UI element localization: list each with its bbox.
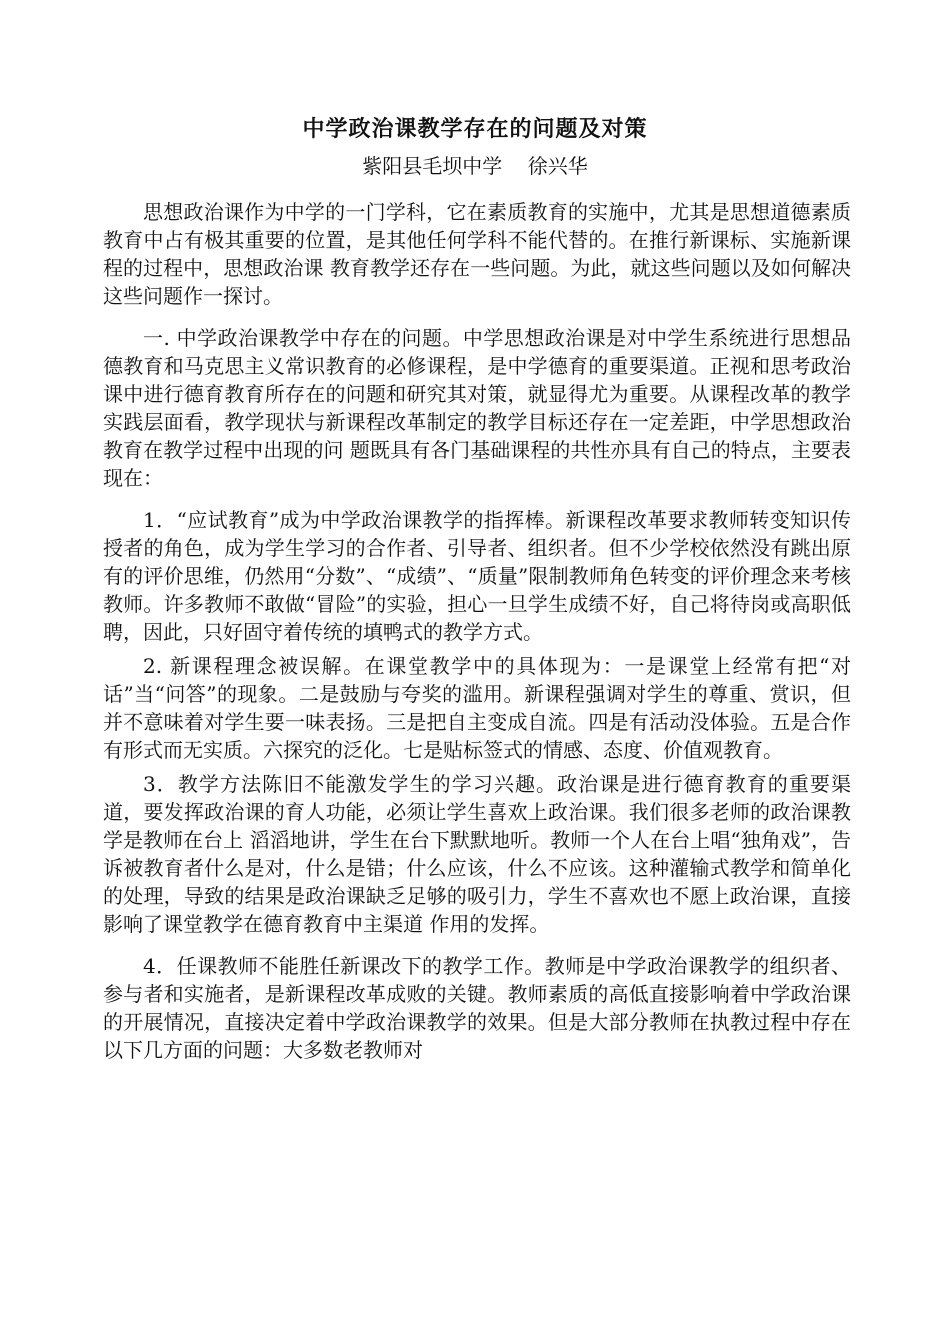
paragraph-intro: 思想政治课作为中学的一门学科，它在素质教育的实施中，尤其是思想道德素质教育中占有极其重要的位置，是其他任何学科不能代替的。在推行新课标、实施新课程的过程中，思想政治课 教育教学还存在一些问题。为此，就这些问题以及如何解决这些问题作一探讨。 — [103, 200, 851, 308]
paragraph-section-1: 一. 中学政治课教学中存在的问题。中学思想政治课是对中学生系统进行思想品德教育和马克思主义常识教育的必修课程，是中学德育的重要渠道。正视和思考政治课中进行德育教育所存在的问题和研究其对策，就显得尤为重要。从课程改革的教学实践层面看，教学现状与新课程改革制定的教学目标还存在一定差距，中学思想政治教育在教学过程中出现的问 题既具有各门基础课程的共性亦具有自己的特点，主要表现在： — [103, 326, 851, 490]
paragraph-point-4: 4．任课教师不能胜任新课改下的教学工作。教师是中学政治课教学的组织者、参与者和实施者，是新课程改革成败的关键。教师素质的高低直接影响着中学政治课的开展情况，直接决定着中学政治课教学的效果。但是大部分教师在执教过程中存在以下几方面的问题：大多数老教师对 — [103, 954, 851, 1062]
document-title: 中学政治课教学存在的问题及对策 — [302, 116, 648, 142]
document-body — [103, 198, 851, 1070]
paragraph-point-2: 2. 新课程理念被误解。在课堂教学中的具体现为：一是课堂上经常有把“对话”当“问答”的现象。二是鼓励与夸奖的滥用。新课程强调对学生的尊重、赏识，但并不意味着对学生要一味表扬。三是把自主变成自流。四是有活动没体验。五是合作有形式而无实质。六探究的泛化。七是贴标签式的情感、态度、价值观教育。 — [103, 654, 851, 762]
paragraph-point-1: 1．“应试教育”成为中学政治课教学的指挥棒。新课程改革要求教师转变知识传授者的角色，成为学生学习的合作者、引导者、组织者。但不少学校依然没有跳出原有的评价思维，仍然用“分数”、“成绩”、“质量”限制教师角色转变的评价理念来考核教师。许多教师不敢做“冒险”的实验，担心一旦学生成绩不好，自己将待岗或高职低聘，因此，只好固守着传统的填鸭式的教学方式。 — [103, 508, 851, 644]
paragraph-point-3: 3．教学方法陈旧不能激发学生的学习兴趣。政治课是进行德育教育的重要渠道，要发挥政治课的育人功能，必须让学生喜欢上政治课。我们很多老师的政治课教学是教师在台上 滔滔地讲，学生在台下默默地听。教师一个人在台上唱“独角戏”，告诉被教育者什么是对，什么是错；什么应该，什么不应该。这种灌输式教学和简单化的处理，导致的结果是政治课缺乏足够的吸引力，学生不喜欢也不愿上政治课，直接影响了课堂教学在德育教育中主渠道 作用的发挥。 — [103, 772, 851, 936]
author-line: 紫阳县毛坝中学 徐兴华 — [362, 154, 588, 178]
